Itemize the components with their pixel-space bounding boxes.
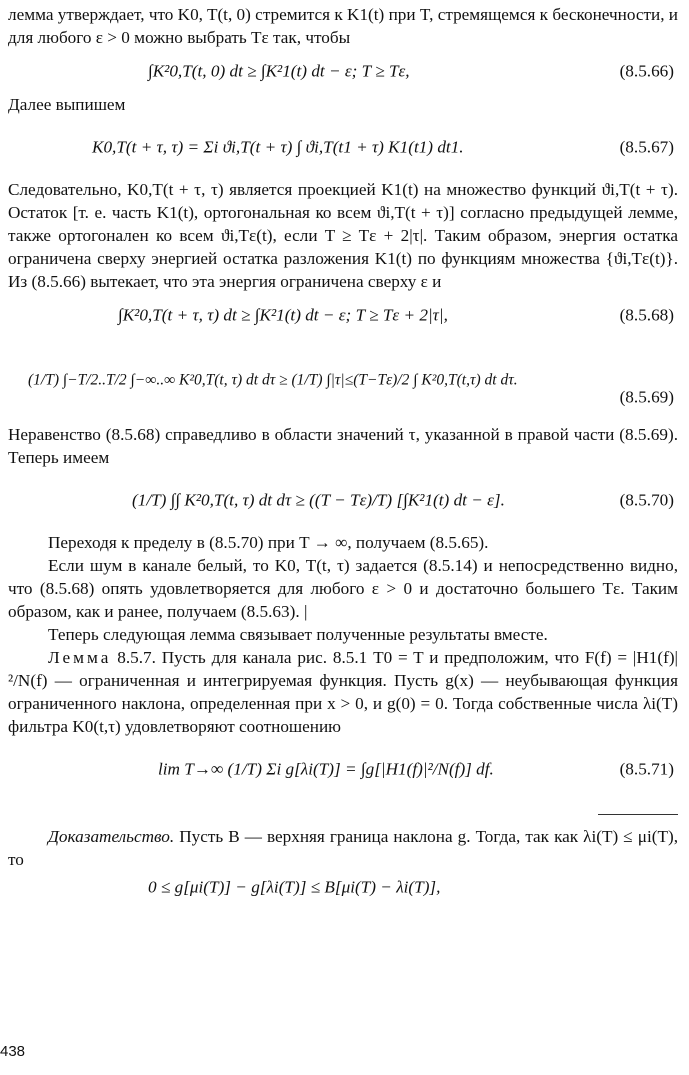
paper-page [8,3,678,903]
equation-8-5-70 [8,469,678,531]
equation-formula: ∫K²0,T(t + τ, τ) dt ≥ ∫K²1(t) dt − ε; T ≥ Tε + 2|τ|, [118,305,448,325]
proof-text: Пусть B — верхняя граница наклона g. Тогда, так как λi(T) ≤ μi(T), то [8,827,679,869]
paragraph-white-noise: Если шум в канале белый, то K0, T(t, τ) задается (8.5.14) и непосредственно видно, что (8.5.68) опять удовлетворяется для любого ε > 0 и достаточно большего Tε. Таким образом, как и ранее, получаем (8.5.63). | [8,556,678,621]
paragraph-lemma-8-5-7 [8,646,678,738]
proof-label: Доказательство. [48,827,175,846]
paragraph-proof [8,825,678,871]
equation-formula: (1/T) ∫−T/2..T/2 ∫−∞..∞ K²0,T(t, τ) dt dτ ≥ (1/T) ∫|τ|≤(T−Tε)/2 ∫ K²0,T(t,τ) dt dτ. [28,371,518,389]
paragraph-limit: Переходя к пределу в (8.5.70) при T → ∞, получаем (8.5.65). [48,533,489,552]
equation-number: (8.5.68) [619,305,674,325]
equation-formula: lim T→∞ (1/T) Σi g[λi(T)] = ∫g[|H1(f)|²/N(f)] df. [158,759,494,779]
lemma-text: 8.5.7. Пусть для канала рис. 8.5.1 T0 = T и предположим, что F(f) = |H1(f)|²/N(f) — ограниченная и интегрируемая функция. Пусть g(x) — неубывающая функция ограниченного наклона, определенная при x > 0, и g(0) = 0. Тогда собственные числа λi(T) фильтра K0(t,τ) удовлетворяют соотношению [8,648,678,736]
equation-proof [8,871,678,903]
equation-formula: K0,T(t + τ, τ) = Σi ϑi,T(t + τ) ∫ ϑi,T(t1 + τ) K1(t1) dt1. [92,137,464,157]
equation-number: (8.5.69) [619,387,674,407]
equation-number: (8.5.67) [619,137,674,157]
equation-formula: (1/T) ∫∫ K²0,T(t, τ) dt dτ ≥ ((T − Tε)/T) [∫K²1(t) dt − ε]. [132,490,505,510]
separator-rule [598,814,678,815]
equation-8-5-67 [8,116,678,178]
paragraph-further: Далее выпишем [8,95,126,114]
equation-8-5-71 [8,738,678,800]
paragraph-consequently: Следовательно, K0,T(t + τ, τ) является проекцией K1(t) на множество функций ϑi,T(t + τ). Остаток [т. е. часть K1(t), ортогональная ко всем ϑi,T(t + τ)] согласно предыдущей лемме, также ортогонален ко всем ϑi,Tε(t), если T ≥ Tε + 2|τ|. Таким образом, энергия остатка ограничена сверху энергией остатка разложения K1(t) по функциям множества {ϑi,Tε(t)}. Из (8.5.66) вытекает, что эта энергия ограничена сверху ε и [8,180,678,291]
lemma-label: Лемма [48,648,112,667]
paragraph-lemma-intro: лемма утверждает, что K0, T(t, 0) стремится к K1(t) при T, стремящемся к бесконечности, и для любого ε > 0 можно выбрать Tε так, чтобы [8,5,678,47]
equation-8-5-66 [8,49,678,93]
equation-number: (8.5.71) [619,759,674,779]
equation-number: (8.5.70) [619,490,674,510]
equation-formula: 0 ≤ g[μi(T)] − g[λi(T)] ≤ B[μi(T) − λi(T)], [148,877,441,897]
equation-8-5-68 [8,293,678,337]
paragraph-next-lemma: Теперь следующая лемма связывает полученные результаты вместе. [48,625,548,644]
page-number: 438 [0,1043,26,1060]
equation-number: (8.5.66) [619,61,674,81]
equation-formula: ∫K²0,T(t, 0) dt ≥ ∫K²1(t) dt − ε; T ≥ Tε, [148,61,410,81]
paragraph-inequality: Неравенство (8.5.68) справедливо в области значений τ, указанной в правой части (8.5.69). Теперь имеем [8,425,678,467]
equation-8-5-69 [8,337,678,423]
